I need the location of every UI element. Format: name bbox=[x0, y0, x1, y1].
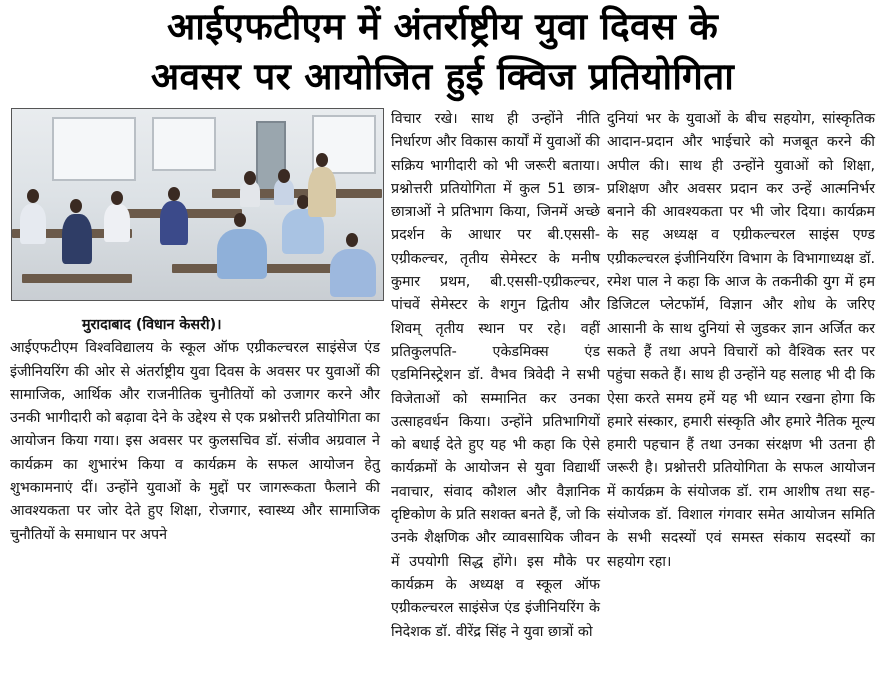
photo-window bbox=[52, 117, 136, 181]
article-text-col2: विचार रखे। साथ ही उन्होंने नीति निर्धारण और विकास कार्यों में युवाओं की सक्रिय भागीदारी को भी जरूरी बताया। प्रश्नोत्तरी प्रतियोगिता में कुल 51 छात्र-छात्राओं ने प्रतिभाग किया, जिनमें अच्छे प्रदर्शन के आधार पर बी.एससी-एग्रीकल्चर, तृतीय सेमेस्टर के मनीष कुमार प्रथम, बी.एससी-एग्रीकल्चर, पांचवें सेमेस्टर के शगुन द्वितीय और शिवम् तृतीय स्थान पर रहे। वहीं प्रतिकुलपति- एकेडमिक्स एंड एडमिनिस्ट्रेशन डॉ. वैभव त्रिवेदी ने सभी विजेताओं को सम्मानित कर उनका उत्साहवर्धन किया। उन्होंने प्रतिभागियों को बधाई देते हुए यह भी कहा कि ऐसे कार्यक्रमों के आयोजन से युवा विद्यार्थी नवाचार, संवाद कौशल और वैज्ञानिक दृष्टिकोण के प्रति सशक्त बनते हैं, जो कि उनके शैक्षणिक और व्यावसायिक जीवन में उपयोगी सिद्ध होंगे। इस मौके पर कार्यक्रम के अध्यक्ष व स्कूल ऑफ एग्रीकल्चरल साइंसेज एंड इंजीनियरिंग के निदेशक डॉ. वीरेंद्र सिंह ने युवा छात्रों को bbox=[391, 111, 600, 640]
photo-desk bbox=[22, 274, 132, 283]
photo-student bbox=[160, 201, 188, 245]
photo-student-head bbox=[70, 199, 82, 213]
photo-student-head bbox=[27, 189, 39, 203]
dateline: मुरादाबाद (विधान केसरी)। bbox=[82, 317, 222, 333]
photo-student bbox=[104, 204, 130, 242]
event-photo bbox=[11, 108, 384, 301]
headline bbox=[0, 2, 885, 102]
article-text-col1: आईएफटीएम विश्वविद्यालय के स्कूल ऑफ एग्रीकल्चरल साइंसेज एंड इंजीनियरिंग की ओर से अंतर्राष्ट्रीय युवा दिवस के अवसर पर युवाओं की सामाजिक, आर्थिक और राजनीतिक चुनौतियों को उजागर करने और उनकी भागीदारी को बढ़ावा देने के उद्देश्य से एक प्रश्नोत्तरी प्रतियोगिता का आयोजन किया गया। इस अवसर पर कुलसचिव डॉ. संजीव अग्रवाल ने कार्यक्रम का शुभारंभ किया व कार्यक्रम के सफल आयोजन हेतु शुभकामनाएं दीं। उन्होंने युवाओं के मुद्दों पर जागरूकता फैलाने की आवश्यकता पर जोर देते हुए शिक्षा, रोजगार, स्वास्थ्य और सामाजिक चुनौतियों के समाधान पर अपने bbox=[10, 340, 380, 543]
photo-desk bbox=[212, 189, 382, 198]
photo-student bbox=[20, 204, 46, 244]
article-text-col3: दुनियां भर के युवाओं के बीच सहयोग, सांस्कृतिक आदान-प्रदान और भाईचारे को मजबूत करने की अपील की। साथ ही उन्होंने युवाओं को शिक्षा, प्रशिक्षण और अवसर प्रदान कर उन्हें आत्मनिर्भर बनाने की आवश्यकता पर भी जोर दिया। कार्यक्रम के सह अध्यक्ष व एग्रीकल्चरल साइंस एण्ड एग्रीकल्चरल इंजीनियरिंग विभाग के विभागाध्यक्ष डॉ. रमेश पाल ने कहा कि आज के तकनीकी युग में हम डिजिटल प्लेटफॉर्म, विज्ञान और शोध के जरिए आसानी के साथ दुनियां से जुडकर ज्ञान अर्जित कर सकते हैं तथा अपने विचारों को वैश्विक स्तर पर पहुंचा सकते हैं। साथ ही उन्होंने यह सलाह भी दी कि ऐसा करते समय हमें यह भी ध्यान रखना होगा कि हमारे संस्कार, हमारी संस्कृति और हमारे नैतिक मूल्य हमारी पहचान हैं तथा उनका संरक्षण भी उतना ही जरूरी है। प्रश्नोत्तरी प्रतियोगिता के सफल आयोजन में कार्यक्रम के संयोजक डॉ. राम आशीष तथा सह-संयोजक डॉ. विशाल गंगवार समेत आयोजन समिति के सभी सदस्यों एवं समस्त संकाय सदस्यों का सहयोग रहा। bbox=[607, 111, 875, 570]
photo-student bbox=[217, 229, 267, 279]
photo-student-head bbox=[111, 191, 123, 205]
headline-line-2: अवसर पर आयोजित हुई क्विज प्रतियोगिता bbox=[150, 55, 735, 98]
article-column-2 bbox=[391, 108, 600, 644]
article-column-3 bbox=[607, 108, 875, 574]
photo-student-head bbox=[278, 169, 290, 183]
photo-invigilator-head bbox=[316, 153, 328, 167]
photo-student-head bbox=[168, 187, 180, 201]
photo-student-head bbox=[234, 213, 246, 227]
photo-student-head bbox=[244, 171, 256, 185]
photo-student bbox=[330, 249, 376, 297]
photo-window bbox=[152, 117, 216, 171]
headline-line-1: आईएफटीएम में अंतर्राष्ट्रीय युवा दिवस के bbox=[166, 5, 719, 48]
photo-student-head bbox=[346, 233, 358, 247]
article-column-1 bbox=[10, 314, 380, 547]
photo-invigilator bbox=[308, 167, 336, 217]
photo-student bbox=[62, 214, 92, 264]
